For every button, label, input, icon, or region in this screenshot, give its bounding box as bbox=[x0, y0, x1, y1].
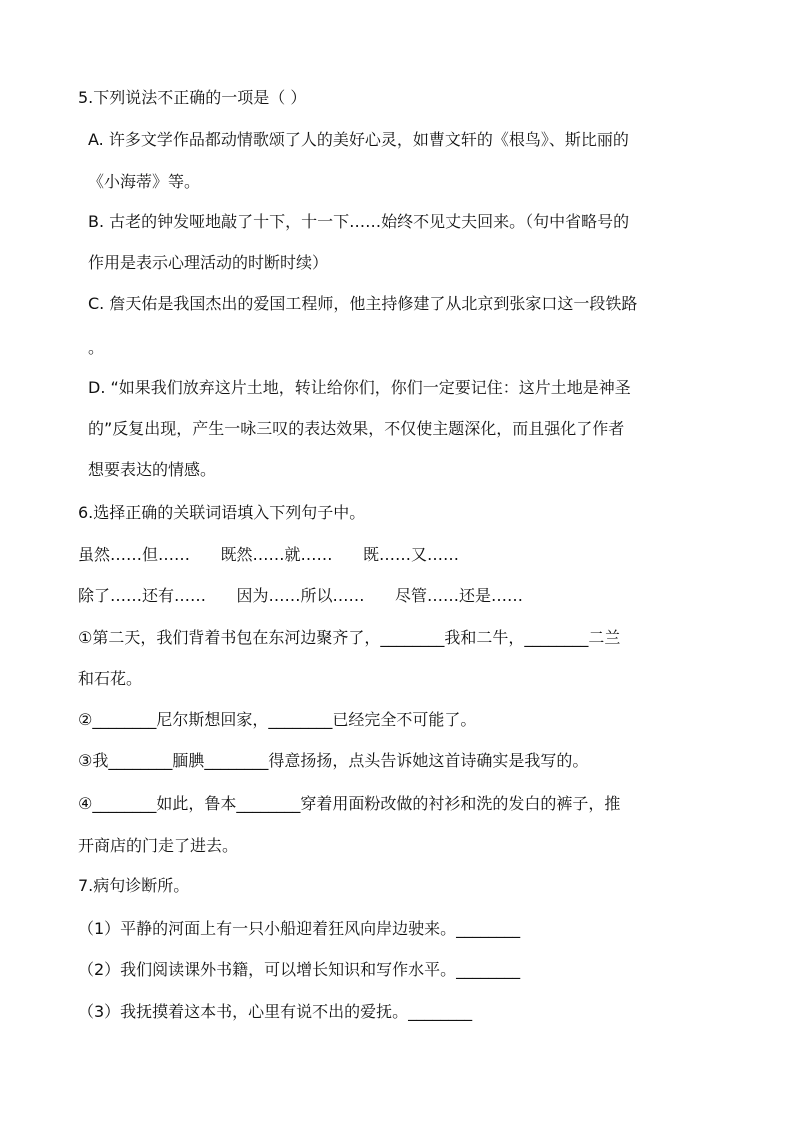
q6-item1-line1: ①第二天，我们背着书包在东河边聚齐了，________我和二牛，________二兰 bbox=[78, 628, 621, 647]
q6-item4-line2: 开商店的门走了进去。 bbox=[78, 836, 239, 855]
q7-item2: （2）我们阅读课外书籍，可以增长知识和写作水平。________ bbox=[78, 960, 521, 979]
q6-words-line1: 虽然……但…… 既然……就…… 既……又…… bbox=[78, 545, 460, 564]
q5-option-d-line2: 的”反复出现，产生一咏三叹的表达效果，不仅使主题深化，而且强化了作者 bbox=[88, 419, 625, 438]
q7-item3: （3）我抚摸着这本书，心里有说不出的爱抚。________ bbox=[78, 1002, 473, 1021]
q5-option-c-line2: 。 bbox=[88, 338, 105, 357]
q5-option-c-line1: C. 詹天佑是我国杰出的爱国工程师，他主持修建了从北京到张家口这一段铁路 bbox=[88, 294, 638, 313]
q6-words-line2: 除了……还有…… 因为……所以…… 尽管……还是…… bbox=[78, 586, 524, 605]
q5-option-a-line1: A. 许多文学作品都动情歌颂了人的美好心灵，如曹文轩的《根鸟》、斯比丽的 bbox=[88, 130, 629, 149]
q5-option-b-line1: B. 古老的钟发哑地敲了十下，十一下……始终不见丈夫回来。（句中省略号的 bbox=[88, 212, 630, 231]
q6-item1-line2: 和石花。 bbox=[78, 669, 143, 688]
q5-title: 5.下列说法不正确的一项是（ ） bbox=[78, 88, 307, 107]
q6-item3: ③我________腼腆________得意扬扬，点头告诉她这首诗确实是我写的。 bbox=[78, 751, 589, 770]
q5-option-a-line2: 《小海蒂》等。 bbox=[88, 172, 201, 191]
q6-title: 6.选择正确的关联词语填入下列句子中。 bbox=[78, 503, 366, 522]
q5-option-d-line1: D. “如果我们放弃这片土地，转让给你们，你们一定要记住：这片土地是神圣 bbox=[88, 378, 631, 397]
q7-item1: （1）平静的河面上有一只小船迎着狂风向岸边驶来。________ bbox=[78, 919, 521, 938]
q7-title: 7.病句诊断所。 bbox=[78, 876, 190, 895]
q5-option-d-line3: 想要表达的情感。 bbox=[88, 460, 217, 479]
q5-option-b-line2: 作用是表示心理活动的时断时续） bbox=[88, 253, 329, 272]
q6-item4-line1: ④________如此，鲁本________穿着用面粉改做的衬衫和洗的发白的裤子，推 bbox=[78, 794, 621, 813]
q6-item2: ②________尼尔斯想回家，________已经完全不可能了。 bbox=[78, 710, 477, 729]
